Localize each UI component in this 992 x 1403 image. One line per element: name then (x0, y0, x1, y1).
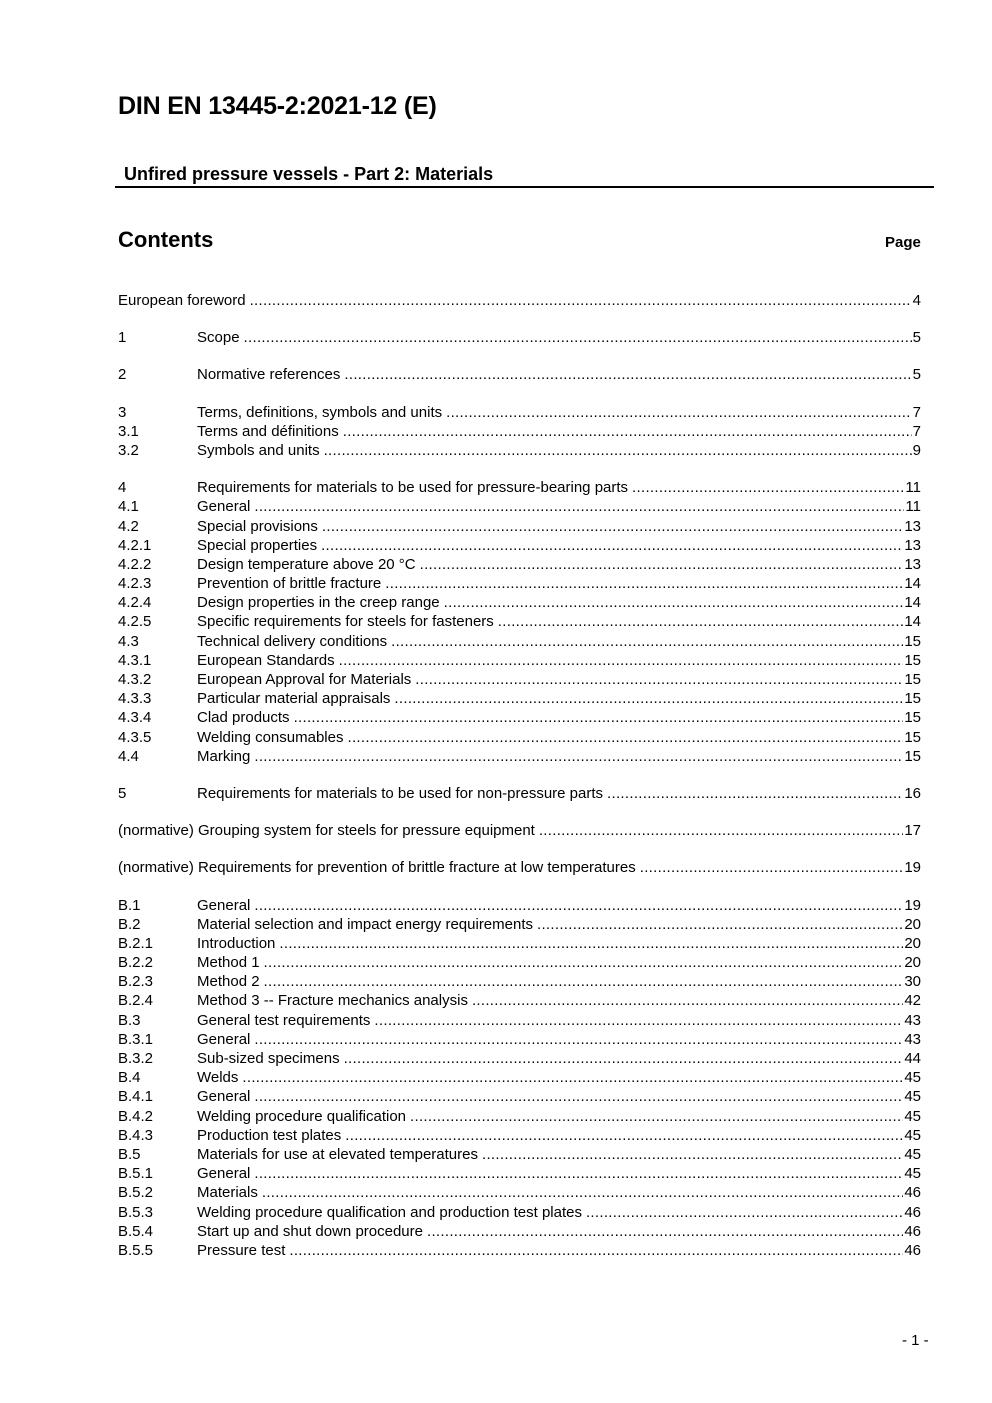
toc-entry-page: 42 (904, 992, 921, 1010)
toc-entry-title: Clad products (197, 709, 290, 727)
toc-entry-title: European Standards (197, 651, 335, 669)
toc-group (118, 821, 921, 840)
toc-entry-number: B.5.3 (118, 1203, 154, 1221)
toc-entry-title: Start up and shut down procedure (197, 1222, 423, 1240)
toc-dot-leader (242, 1068, 903, 1087)
toc-dot-leader (347, 728, 903, 747)
toc-entry[interactable] (118, 497, 921, 516)
toc-entry[interactable] (118, 1203, 921, 1222)
toc-entry-page: 11 (905, 498, 921, 516)
toc-entry-title: General test requirements (197, 1011, 371, 1029)
toc-entry-title: Welding procedure qualification and production test plates (197, 1203, 582, 1221)
toc-entry[interactable] (118, 555, 921, 574)
toc-dot-leader (420, 555, 904, 574)
toc-entry-page: 19 (904, 896, 921, 914)
toc-dot-leader (343, 422, 912, 441)
toc-entry[interactable] (118, 517, 921, 536)
toc-entry-page: 46 (904, 1241, 921, 1259)
toc-entry-number: B.2.1 (118, 934, 154, 952)
toc-dot-leader (344, 365, 911, 384)
toc-dot-leader (344, 1049, 904, 1068)
toc-dot-leader (607, 784, 903, 803)
toc-entry-number: B.1 (118, 896, 141, 914)
toc-entry-page: 15 (904, 747, 921, 765)
toc-dot-leader (632, 478, 904, 497)
toc-entry-page: 15 (904, 632, 921, 650)
toc-group (118, 328, 921, 347)
toc-entry-number: 4.1 (118, 498, 139, 516)
toc-entry-page: 43 (904, 1030, 921, 1048)
toc-group (118, 478, 921, 766)
toc-dot-leader (482, 1145, 903, 1164)
toc-dot-leader (539, 821, 903, 840)
toc-entry[interactable] (118, 1030, 921, 1049)
toc-entry[interactable] (118, 441, 921, 460)
toc-entry-page: 46 (904, 1184, 921, 1202)
toc-dot-leader (586, 1203, 903, 1222)
toc-entry[interactable] (118, 728, 921, 747)
toc-dot-leader (262, 1183, 903, 1202)
toc-entry-number: B.5.5 (118, 1241, 154, 1259)
toc-entry-title: Normative references (197, 366, 341, 384)
toc-entry-number: B.5.4 (118, 1222, 154, 1240)
toc-entry-number: B.4.1 (118, 1088, 154, 1106)
toc-entry-page: 17 (904, 822, 921, 840)
toc-entry-number: 4.2.5 (118, 613, 152, 631)
toc-entry-title: Symbols and units (197, 441, 320, 459)
toc-entry-number: 4 (118, 479, 127, 497)
toc-dot-leader (415, 670, 903, 689)
toc-entry-title: Design temperature above 20 °C (197, 555, 416, 573)
toc-dot-leader (324, 441, 912, 460)
toc-entry-title: Prevention of brittle fracture (197, 575, 382, 593)
toc-dot-leader (264, 953, 904, 972)
toc-entry[interactable] (118, 328, 921, 347)
toc-group (118, 784, 921, 803)
toc-entry-number: 5 (118, 784, 127, 802)
toc-dot-leader (254, 1087, 903, 1106)
toc-entry[interactable] (118, 858, 921, 877)
document-subtitle: Unfired pressure vessels - Part 2: Materials (124, 164, 494, 184)
subtitle-block (115, 163, 934, 188)
toc-entry-title: Particular material appraisals (197, 690, 391, 708)
toc-dot-leader (394, 689, 903, 708)
toc-entry-page: 16 (904, 784, 921, 802)
toc-entry[interactable] (118, 593, 921, 612)
toc-entry-title: Special properties (197, 536, 318, 554)
toc-entry[interactable] (118, 612, 921, 631)
toc-dot-leader (321, 536, 903, 555)
page-column-heading: Page (885, 234, 921, 251)
toc-entry-page: 45 (904, 1069, 921, 1087)
document-title: DIN EN 13445-2:2021-12 (E) (118, 92, 437, 120)
toc-entry-title: General (197, 1088, 251, 1106)
toc-entry[interactable] (118, 1241, 921, 1260)
toc-entry-page: 5 (912, 366, 921, 384)
toc-entry-title: Terms and définitions (197, 422, 339, 440)
toc-entry-number: B.4.2 (118, 1107, 154, 1125)
toc-entry-title: Method 3 -- Fracture mechanics analysis (197, 992, 468, 1010)
toc-entry-number: 3.1 (118, 422, 139, 440)
toc-dot-leader (250, 291, 912, 310)
toc-entry-page: 43 (904, 1011, 921, 1029)
toc-entry-number: B.5 (118, 1145, 141, 1163)
toc-entry-page: 14 (904, 613, 921, 631)
toc-dot-leader (254, 1164, 903, 1183)
toc-entry[interactable] (118, 1126, 921, 1145)
page-number: - 1 - (902, 1332, 929, 1349)
toc-entry-title: Method 2 (197, 973, 260, 991)
toc-entry-number: 2 (118, 366, 127, 384)
toc-entry[interactable] (118, 1107, 921, 1126)
toc-entry-number: 4.4 (118, 747, 139, 765)
toc-entry[interactable] (118, 1049, 921, 1068)
toc-entry-number: 4.2.1 (118, 536, 152, 554)
toc-entry[interactable] (118, 896, 921, 915)
toc-entry-number: 4.3 (118, 632, 139, 650)
toc-entry[interactable] (118, 708, 921, 727)
toc-dot-leader (427, 1222, 903, 1241)
toc-entry[interactable] (118, 536, 921, 555)
toc-entry-number: B.5.2 (118, 1184, 154, 1202)
toc-entry-number: B.2.3 (118, 973, 154, 991)
toc-entry-title: Introduction (197, 934, 276, 952)
toc-dot-leader (254, 1030, 903, 1049)
toc-dot-leader (244, 328, 912, 347)
toc-entry[interactable] (118, 574, 921, 593)
toc-entry-page: 20 (904, 934, 921, 952)
toc-entry-page: 45 (904, 1126, 921, 1144)
toc-entry-page: 11 (905, 479, 921, 497)
toc-entry-title: Special provisions (197, 517, 318, 535)
toc-group (118, 896, 921, 1261)
toc-entry-number: B.4 (118, 1069, 141, 1087)
toc-entry-number: 4.3.4 (118, 709, 152, 727)
toc-dot-leader (391, 632, 903, 651)
toc-entry[interactable] (118, 915, 921, 934)
toc-entry-title: Materials for use at elevated temperatures (197, 1145, 478, 1163)
toc-entry-title: Method 1 (197, 954, 260, 972)
toc-entry-title: Materials (197, 1184, 258, 1202)
toc-entry-title: Requirements for materials to be used for pressure-bearing parts (197, 479, 629, 497)
toc-entry[interactable] (118, 934, 921, 953)
toc-dot-leader (472, 991, 903, 1010)
toc-dot-leader (537, 915, 903, 934)
toc-entry-number: B.3 (118, 1011, 141, 1029)
toc-entry[interactable] (118, 478, 921, 497)
toc-entry-page: 46 (904, 1222, 921, 1240)
toc-entry-title: Terms, definitions, symbols and units (197, 403, 443, 421)
toc-entry-number: B.2 (118, 915, 141, 933)
toc-entry-number: 4.3.2 (118, 671, 152, 688)
toc-entry-title: Requirements for materials to be used for non-pressure parts (197, 784, 604, 802)
toc-entry-title: Scope (197, 329, 240, 347)
toc-entry-title: Specific requirements for steels for fasteners (197, 613, 494, 631)
toc-entry[interactable] (118, 689, 921, 708)
toc-entry-title: Material selection and impact energy requirements (197, 915, 533, 933)
toc-entry[interactable] (118, 422, 921, 441)
toc-entry-page: 7 (912, 422, 921, 440)
toc-entry-number: B.2.4 (118, 992, 154, 1010)
toc-entry-page: 30 (904, 973, 921, 991)
toc-dot-leader (410, 1107, 903, 1126)
toc-dot-leader (322, 517, 903, 536)
toc-entry-title: (normative) Grouping system for steels for pressure equipment (118, 822, 535, 840)
toc-dot-leader (294, 708, 904, 727)
toc-entry-page: 15 (904, 651, 921, 669)
toc-dot-leader (254, 747, 903, 766)
toc-entry-number: 4.2.3 (118, 575, 152, 593)
toc-entry-title: European foreword (118, 292, 246, 309)
toc-entry-number: 1 (118, 329, 127, 347)
toc-dot-leader (374, 1011, 903, 1030)
toc-entry[interactable] (118, 403, 921, 422)
toc-entry-page: 15 (904, 671, 921, 688)
toc-entry[interactable] (118, 1164, 921, 1183)
toc-entry[interactable] (118, 1145, 921, 1164)
toc-entry-number: B.3.2 (118, 1050, 154, 1067)
toc-entry-number: 3.2 (118, 441, 139, 459)
toc-group (118, 403, 921, 461)
toc-entry-title: General (197, 1165, 251, 1183)
toc-entry-number: B.4.3 (118, 1126, 154, 1144)
toc-dot-leader (254, 497, 904, 516)
toc-entry-page: 45 (904, 1088, 921, 1106)
toc-entry[interactable] (118, 365, 921, 384)
toc-entry-number: 4.3.5 (118, 728, 152, 746)
contents-heading: Contents (118, 227, 214, 252)
toc-entry-number: 4.2.2 (118, 555, 152, 573)
toc-dot-leader (279, 934, 903, 953)
toc-dot-leader (446, 403, 912, 422)
toc-entry-page: 13 (904, 517, 921, 535)
toc-entry-page: 45 (904, 1107, 921, 1125)
toc-dot-leader (385, 574, 903, 593)
toc-entry[interactable] (118, 1087, 921, 1106)
toc-entry-page: 15 (904, 690, 921, 708)
toc-entry-title: Pressure test (197, 1241, 286, 1259)
toc-entry[interactable] (118, 1068, 921, 1087)
toc-dot-leader (444, 593, 904, 612)
toc-entry[interactable] (118, 1011, 921, 1030)
toc-entry-page: 4 (912, 292, 921, 309)
toc-entry-page: 14 (904, 594, 921, 612)
toc-entry-title: Welding procedure qualification (197, 1107, 407, 1125)
toc-entry-title: General (197, 1030, 251, 1048)
toc-entry-page: 19 (904, 859, 921, 877)
toc-entry-page: 9 (912, 441, 921, 459)
toc-entry-title: Sub-sized specimens (197, 1050, 340, 1067)
toc-entry-page: 46 (904, 1203, 921, 1221)
toc-entry-number: B.5.1 (118, 1165, 154, 1183)
toc-entry[interactable] (118, 821, 921, 840)
toc-entry-title: European Approval for Materials (197, 671, 412, 688)
toc-entry[interactable] (118, 991, 921, 1010)
toc-entry-number: 4.3.3 (118, 690, 152, 708)
toc-entry-page: 13 (904, 536, 921, 554)
toc-entry-title: Marking (197, 747, 251, 765)
toc-entry-page: 14 (904, 575, 921, 593)
toc-entry-number: B.3.1 (118, 1030, 154, 1048)
toc-entry-title: Welds (197, 1069, 239, 1087)
toc-dot-leader (289, 1241, 903, 1260)
toc-entry-title: Welding consumables (197, 728, 344, 746)
toc-entry[interactable] (118, 784, 921, 803)
toc-entry-title: (normative) Requirements for prevention of brittle fracture at low temperatures (118, 859, 636, 877)
toc-dot-leader (345, 1126, 903, 1145)
toc-entry[interactable] (118, 972, 921, 991)
toc-entry-page: 44 (904, 1050, 921, 1067)
toc-entry[interactable] (118, 747, 921, 766)
toc-entry-page: 15 (904, 709, 921, 727)
toc-dot-leader (339, 651, 904, 670)
toc-entry-title: General (197, 896, 251, 914)
toc-entry-number: B.2.2 (118, 954, 154, 972)
toc-entry[interactable] (118, 651, 921, 670)
toc-entry-page: 20 (904, 915, 921, 933)
toc-entry-page: 45 (904, 1165, 921, 1183)
toc-entry[interactable] (118, 1183, 921, 1202)
toc-entry[interactable] (118, 291, 921, 310)
toc-entry-number: 4.3.1 (118, 651, 152, 669)
toc-entry[interactable] (118, 953, 921, 972)
toc-entry-page: 15 (904, 728, 921, 746)
toc-entry-title: General (197, 498, 251, 516)
toc-group (118, 291, 921, 310)
toc-entry-number: 4.2 (118, 517, 139, 535)
toc-entry-number: 4.2.4 (118, 594, 152, 612)
toc-entry-page: 20 (904, 954, 921, 972)
toc-entry-title: Production test plates (197, 1126, 342, 1144)
toc-dot-leader (498, 612, 904, 631)
toc-group (118, 858, 921, 877)
toc-dot-leader (254, 896, 903, 915)
toc-entry-page: 45 (904, 1145, 921, 1163)
toc-dot-leader (264, 972, 904, 991)
toc-entry-page: 7 (912, 403, 921, 421)
toc-entry[interactable] (118, 670, 921, 689)
toc-entry-page: 5 (912, 329, 921, 347)
toc-entry-title: Design properties in the creep range (197, 594, 440, 612)
toc-entry-number: 3 (118, 403, 127, 421)
toc-entry-page: 13 (904, 555, 921, 573)
table-of-contents (118, 291, 921, 1278)
toc-dot-leader (640, 858, 904, 877)
toc-entry[interactable] (118, 1222, 921, 1241)
toc-entry-title: Technical delivery conditions (197, 632, 388, 650)
toc-entry[interactable] (118, 632, 921, 651)
toc-group (118, 365, 921, 384)
